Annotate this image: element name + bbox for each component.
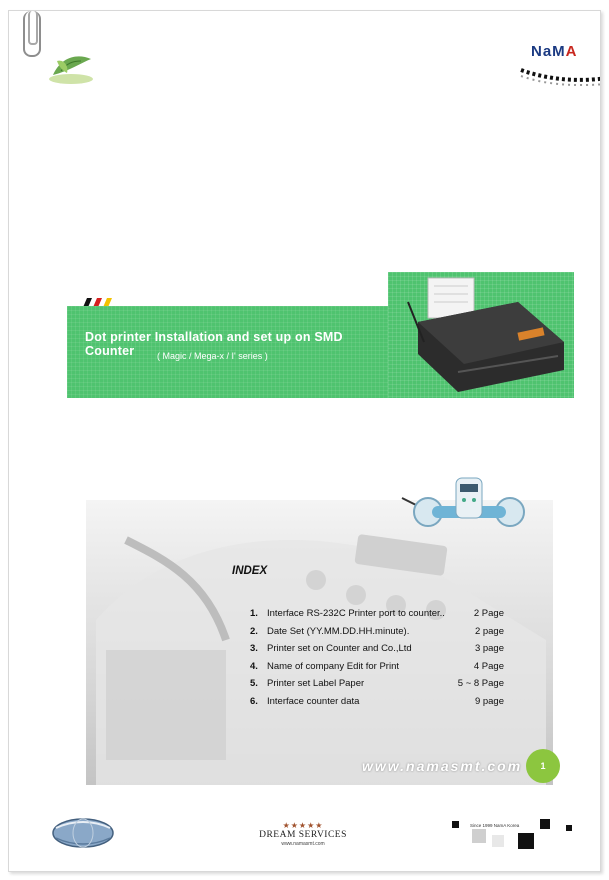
printer-photo	[388, 272, 574, 398]
index-item: 3. Printer set on Counter and Co.,Ltd 3 page	[250, 643, 504, 655]
brand-logo-text: NaMA	[531, 43, 578, 60]
page-number-badge: 1	[526, 749, 560, 783]
globe-logo-icon	[48, 816, 118, 850]
dot-printer-icon	[388, 272, 574, 398]
website-watermark: www.namasmt.com	[362, 758, 523, 774]
index-item: 5. Printer set Label Paper 5 ~ 8 Page	[250, 678, 504, 690]
reel-counter-device-icon	[398, 472, 530, 528]
paperclip-inner-icon	[28, 11, 38, 45]
brand-logo-swoosh-icon	[519, 66, 601, 88]
since-caption: Since 1999 NamA Korea	[470, 823, 520, 828]
banner-subtitle: ( Magic / Mega-x / I' series )	[157, 351, 268, 361]
dream-services-url: www.namasmt.com	[281, 841, 325, 847]
dream-services-logo	[253, 822, 353, 848]
dream-services-text: DREAM SERVICES	[259, 830, 347, 840]
index-item: 4. Name of company Edit for Print 4 Page	[250, 660, 504, 672]
leaf-logo-icon	[47, 49, 95, 85]
index-item: 2. Date Set (YY.MM.DD.HH.minute). 2 page	[250, 625, 504, 637]
index-list	[250, 608, 510, 714]
title-banner	[67, 306, 389, 398]
index-heading: INDEX	[232, 565, 268, 577]
footer-squares-icon	[450, 815, 580, 855]
index-item: 6. Interface counter data 9 page	[250, 695, 504, 707]
banner-title: Dot printer Installation and set up on SMD Counter	[85, 330, 343, 358]
index-item: 1. Interface RS-232C Printer port to counter.. 2 Page	[250, 608, 504, 619]
star-rating-icon: ★★★★★	[282, 821, 324, 830]
